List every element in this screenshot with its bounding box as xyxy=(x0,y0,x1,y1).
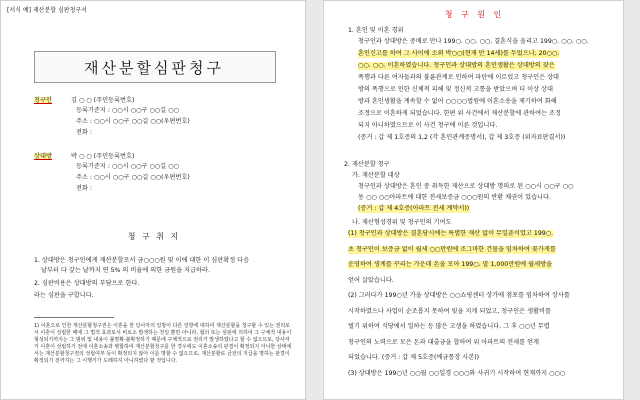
body-line: 방과 혼인생활을 계속할 수 없어 ○○○○법원에 이혼소송을 제기하여 화해 xyxy=(358,98,557,105)
header-tag: [서식 예] 재산분할 심판청구서 xyxy=(7,7,87,14)
body-line: 초 청구인이 보증금 없이 월세 ○○만원에 조그마한 건물을 임차하여 꽃가게를 xyxy=(348,245,556,253)
body-line: (증거 : 갑 제 4호증(아파트 전세 계약서)) xyxy=(358,205,470,212)
body-line: (3) 상대방은 199○년 ○○월 ○○일경 ○○○와 사귀기 시작하여 현재까지 ○○○ xyxy=(348,369,566,377)
respondent-address: 주소 : ○○시 ○○구 ○○길 ○○(우편번호) xyxy=(76,174,190,181)
purpose-item-1: 1. 상대방은 청구인에게 재산분할로서 금○○○원 및 이에 대한 이 심판확정 다음 xyxy=(34,257,250,264)
page-title: 재산분할심판청구 xyxy=(84,59,224,77)
body-line: 혼인신고를 하여 그 사이에 소외 박○○(현재 만 14세)를 두었으나, 20○○. xyxy=(358,50,560,57)
body-line: 조정으로 이혼하게 되었습니다. 한편 위 사건에서 재산분할에 관하여는 조정 xyxy=(358,110,561,117)
footnote-divider xyxy=(34,317,114,318)
body-line: 방의 폭행으로 인한 신체적 피해 및 정신적 고통을 받았으며 더 이상 상대 xyxy=(358,86,553,93)
page-gutter xyxy=(306,0,322,400)
section-2-title: 2. 재산분할 청구 xyxy=(344,161,390,168)
claimant-name: 김 ○ ○ (주민등록번호) xyxy=(71,97,135,104)
section-2a-title: 가. 재산분할 대상 xyxy=(352,172,400,179)
purpose-closing: 라는 심판을 구합니다. xyxy=(34,292,94,299)
claimant-registry: 등록기준지 : ○○시 ○○구 ○○길 ○○ xyxy=(76,107,179,114)
body-line: 운영하여 생계를 꾸리는 가운데 돈을 모아 199○. 말 1,000만원에 월세방을 xyxy=(348,261,553,268)
body-line: 벌기 위하여 식당에서 일하는 등 많은 고생을 하였습니다. 그 후 ○○년 무렵 xyxy=(348,323,550,330)
purpose-item-2: 2. 심판비용은 상대방의 부담으로 한다. xyxy=(34,280,140,287)
body-line: 얻어 살았습니다. xyxy=(348,276,394,284)
body-line: 동 ○○ ○○아파트에 대한 전세보증금 ○○○원의 반환 채권이 있습니다. xyxy=(358,194,551,201)
respondent-name: 박 ○ ○ (주민등록번호) xyxy=(71,153,135,160)
claimant-label: 청구인 xyxy=(34,97,52,104)
section-2b-title: 나. 재산형성경위 및 청구인의 기여도 xyxy=(352,219,452,226)
document-page-1 xyxy=(0,0,306,400)
purpose-heading: 청 구 취 지 xyxy=(127,232,181,241)
document-page-2 xyxy=(323,0,624,400)
purpose-item-1-cont: 날부터 다 갚는 날까지 연 5% 의 비율에 의한 금원을 지급하라. xyxy=(41,267,210,274)
section-1-title: 1. 혼인 및 이혼 경위 xyxy=(348,27,404,34)
body-line: 되지 아니하였으므로 이 사건 청구에 이른 것입니다. xyxy=(358,122,498,129)
footnote-text: 1) 이혼으로 인한 재산분할청구권은 이혼을 한 당사자의 일방이 다른 일방에 대하여 재산분할을 청구할 수 있는 권리로서 이혼이 성립한 때에 그 법적 효과로서 비로소 발생하는 것일 뿐만 아니라, 협의 또는 심판에 의하여 그 구체적 내용이 형성되기까지는 그 범위 및 내용이 불명확·불확정하기 때문에 구체적으로 권리가 발생하였다고 할 수 없으므로, 당사자가 이혼이 성립하기 전에 이혼소송과 병합하여 재산분할청구를 한 경우에도 이혼소송의 판결이 확정되지 아니한 상태에서는 재산분할청구권의 성립여부 등이 확정되지 않아 이를 명할 수 없으므로, 재산분할로 금전의 지급을 명하는 판결이 확정되기 전까지는 그 이행기가 도래하지 아니하였다 할 것입니다. xyxy=(34,323,292,364)
respondent-registry: 등록기준지 : ○○시 ○○구 ○○길 ○○ xyxy=(76,163,179,170)
body-line: (증거 : 갑 제 1호증의 1,2 (각 혼인관계증명서), 갑 제 3호증 (위자료판결서)) xyxy=(358,134,566,141)
body-line: 되었습니다. (증거 : 갑 제 5호증(예금통장 사본)) xyxy=(348,354,480,361)
right-edge xyxy=(624,0,640,400)
body-line: 청구인과 상대방은 혼인 중 취득한 재산으로 상대방 명의로 된 ○○시 ○○구 ○○ xyxy=(358,183,574,190)
body-line: 시작하였으나 사업이 순조롭지 못하여 빚을 지게 되었고, 청구인은 생활비를 xyxy=(348,307,551,315)
body-line: ○○. ○○. 이혼하였습니다. 청구인과 상대방의 혼인생활은 상대방의 잦은 xyxy=(358,62,555,69)
respondent-phone: 전화 : xyxy=(76,185,93,192)
respondent-label: 상대방 xyxy=(34,153,52,160)
cause-heading: 청 구 원 인 xyxy=(444,10,505,19)
body-line: 청구인과 상대방은 중매로 만나 199○. ○○. ○○. 결혼식을 올리고 199○. ○○. ○○. xyxy=(358,38,589,45)
body-line: 청구인의 노력으로 모은 돈과 대출금을 합하여 위 아파트의 전세를 얻게 xyxy=(348,338,540,346)
claimant-address: 주소 : ○○시 ○○구 ○○길 ○○(우편번호) xyxy=(76,118,190,125)
body-line: (2) 그러다가 199○년 가을 상대방은 ○○쇼핑센터 상가에 점포를 임차하여 장사를 xyxy=(348,292,570,299)
body-line: 폭행과 다른 여자들과의 불륜관계로 인하여 파탄에 이르렀고 청구인은 상대 xyxy=(358,74,560,81)
claimant-phone: 전화 : xyxy=(76,129,93,136)
body-line: (1) 청구인과 상대방은 결혼당시에는 특별한 재산 없이 무일푼이었고 199○. xyxy=(348,230,554,237)
